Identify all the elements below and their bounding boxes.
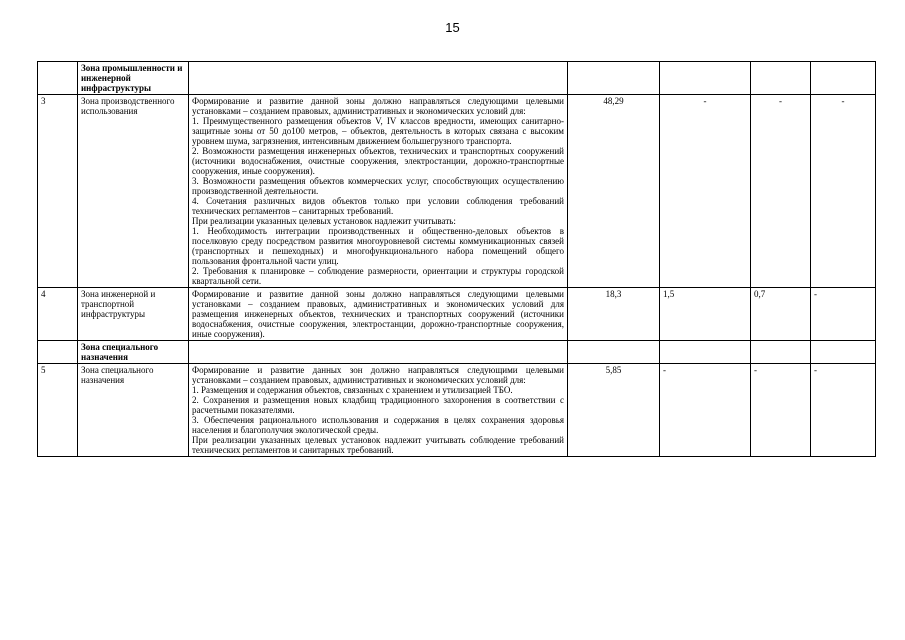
zone-description <box>189 364 568 457</box>
value-cell-3: - <box>811 95 876 288</box>
description-paragraph: Формирование и развитие данной зоны должно направляться следующими целевыми установками – созданием правовых, административных и экономических условий для размещения инженерных объектов, технических и транспортных сооружений (источники водоснабжения, очистные сооружения, электростанции, дорожно-транспортные сооружения, иные сооружения). <box>192 289 564 339</box>
value-cell-1: 1,5 <box>660 288 751 341</box>
description-paragraph: 3. Возможности размещения объектов коммерческих услуг, способствующих осуществлению производственной деятельности. <box>192 176 564 196</box>
row-number: 4 <box>38 288 78 341</box>
zone-description <box>189 95 568 288</box>
section-title: Зона специального назначения <box>78 341 189 364</box>
value-cell-2: - <box>751 364 811 457</box>
area-value: 48,29 <box>568 95 660 288</box>
description-paragraph: 2. Возможности размещения инженерных объектов, технических и транспортных сооружений (источники водоснабжения, очистные сооружения, электростанции, дорожно-транспортные сооружения, иные сооружения). <box>192 146 564 176</box>
description-paragraph: Формирование и развитие данных зон должно направляться следующими целевыми установками – созданием правовых, административных и экономических условий для: <box>192 365 564 385</box>
value-cell-2: - <box>751 95 811 288</box>
zone-description <box>189 288 568 341</box>
value-cell-1: - <box>660 364 751 457</box>
area-value: 18,3 <box>568 288 660 341</box>
description-paragraph: 3. Обеспечения рационального использования и содержания в целях сохранения здоровья населения и благополучия экологической среды. <box>192 415 564 435</box>
table-row <box>38 364 876 457</box>
description-paragraph: 2. Сохранения и размещения новых кладбищ традиционного захоронения в соответствии с расчетными показателями. <box>192 395 564 415</box>
value-cell-2: 0,7 <box>751 288 811 341</box>
zone-name: Зона инженерной и транспортной инфраструктуры <box>78 288 189 341</box>
table-row <box>38 288 876 341</box>
section-row-industry <box>38 62 876 95</box>
description-paragraph: 1. Преимущественного размещения объектов V, IV классов вредности, имеющих санитарно-защитные зоны от 50 до100 метров, – объектов, деятельность в которых связана с высоким уровнем шума, загрязнения, интенсивным движением большегрузного транспорта. <box>192 116 564 146</box>
description-paragraph: При реализации указанных целевых установок надлежит учитывать: <box>192 216 456 226</box>
row-number: 3 <box>38 95 78 288</box>
zones-table <box>37 61 876 457</box>
description-paragraph: 1. Необходимость интеграции производственных и общественно-деловых объектов в поселковую среду посредством развития многоуровневой системы коммуникационных связей (транспортных и пешеходных) и многофункционального набора помещений общего пользования фронтальной части улиц. <box>192 226 564 266</box>
zone-name: Зона специального назначения <box>78 364 189 457</box>
section-row-special <box>38 341 876 364</box>
num-cell <box>38 62 78 95</box>
value-cell-1: - <box>660 95 751 288</box>
zone-name: Зона производственного использования <box>78 95 189 288</box>
description-paragraph: При реализации указанных целевых установок надлежит учитывать соблюдение требований технических регламентов и санитарных требований. <box>192 435 564 455</box>
table-row <box>38 95 876 288</box>
value-cell-3: - <box>811 288 876 341</box>
page-number: 15 <box>445 20 460 35</box>
area-value: 5,85 <box>568 364 660 457</box>
num-cell <box>38 341 78 364</box>
row-number: 5 <box>38 364 78 457</box>
description-paragraph: 1. Размещения и содержания объектов, связанных с хранением и утилизацией ТБО. <box>192 385 513 395</box>
description-paragraph: Формирование и развитие данной зоны должно направляться следующими целевыми установками – созданием правовых, административных и экономических условий для: <box>192 96 564 116</box>
description-paragraph: 4. Сочетания различных видов объектов только при условии соблюдения требований технических регламентов – санитарных требований. <box>192 196 564 216</box>
description-paragraph: 2. Требования к планировке – соблюдение размерности, ориентации и структуры городской квартальной сети. <box>192 266 564 286</box>
section-title: Зона промышленности и инженерной инфраструктуры <box>78 62 189 95</box>
value-cell-3: - <box>811 364 876 457</box>
